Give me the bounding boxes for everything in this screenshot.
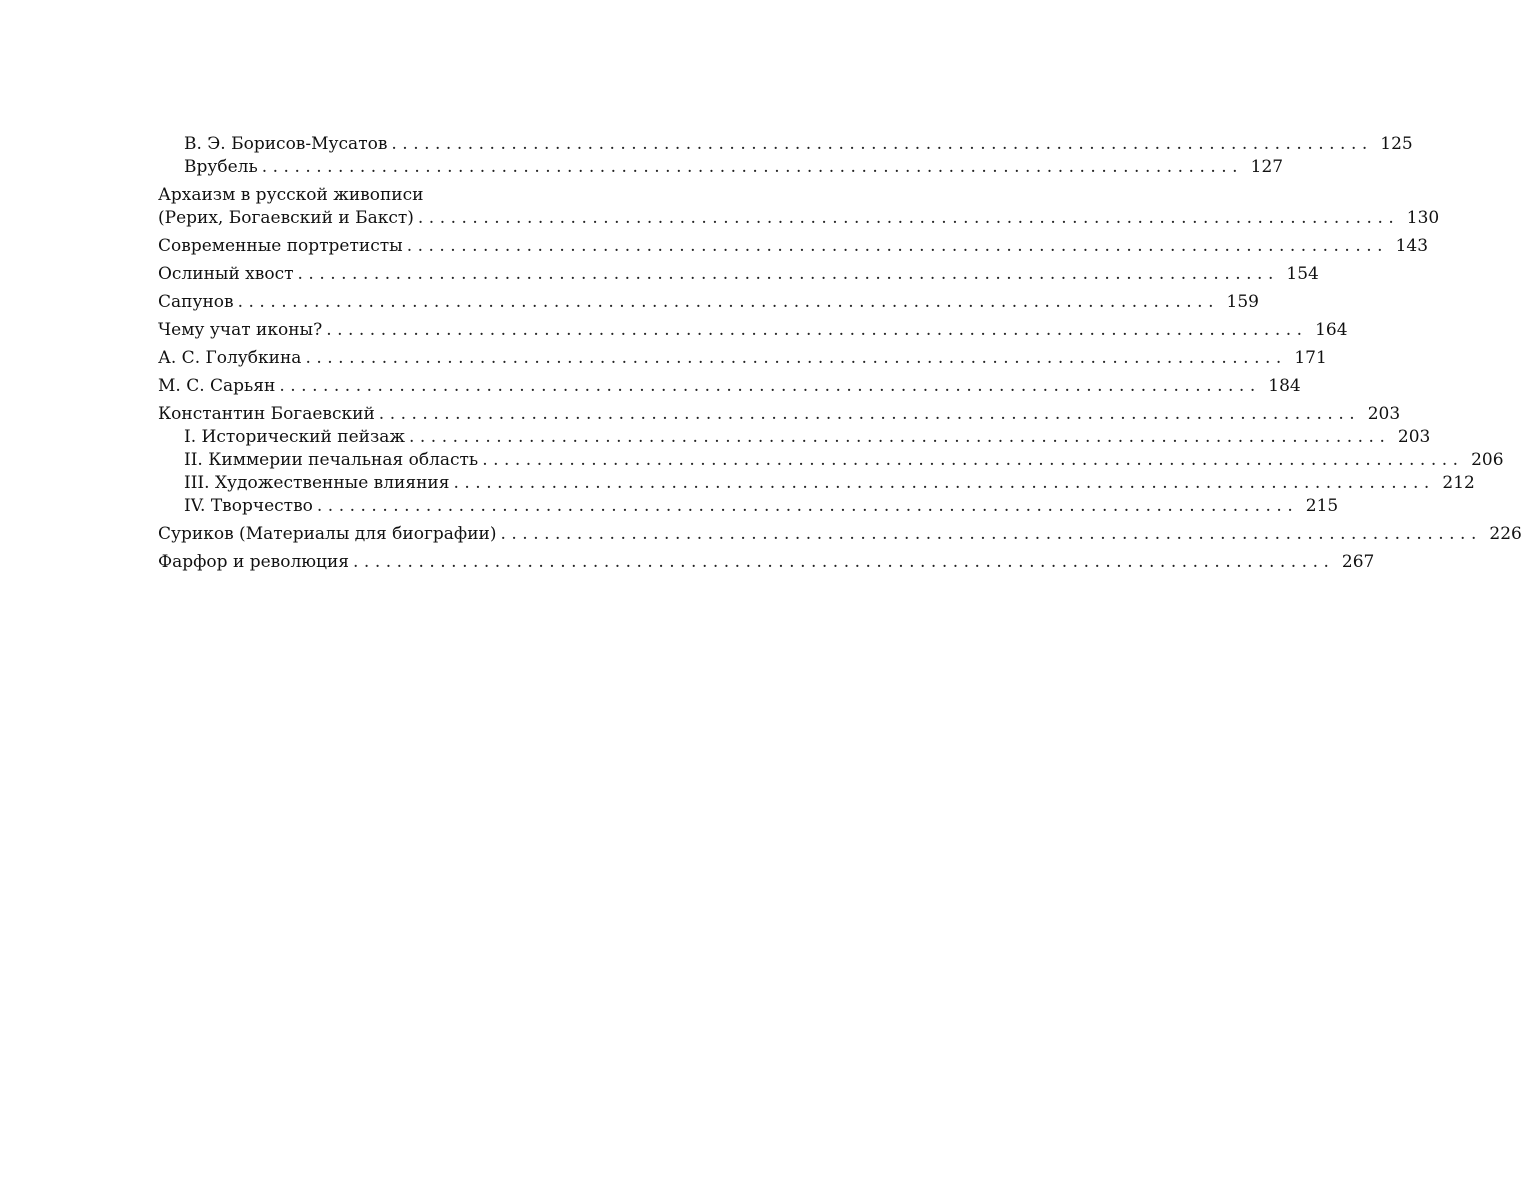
table-of-contents (158, 133, 1522, 574)
toc-entry (158, 449, 1504, 472)
toc-entry-title: IV. Творчество (184, 495, 317, 518)
toc-entry-title: Чему учат иконы? (158, 319, 326, 342)
toc-entry (158, 347, 1327, 370)
toc-entry-page: 171 (1294, 348, 1327, 368)
dot-leader: .......................................................................................... (237, 292, 1219, 312)
dot-leader: .......................................................................................... (482, 450, 1464, 470)
toc-entry-page: 203 (1397, 427, 1431, 447)
toc-entry-page: 226 (1489, 524, 1522, 544)
toc-entry (158, 319, 1348, 342)
toc-entry-page: 125 (1380, 134, 1413, 154)
toc-entry-title: М. С. Сарьян (158, 375, 279, 398)
toc-entry (158, 523, 1522, 546)
toc-entry (158, 184, 728, 207)
toc-entry (158, 156, 1284, 179)
toc-entry-title: Суриков (Материалы для биографии) (158, 523, 501, 546)
toc-entry-title: Сапунов (158, 291, 238, 314)
toc-entry-page: 212 (1442, 473, 1475, 493)
dot-leader: .......................................................................................... (316, 496, 1299, 516)
toc-entry (158, 472, 1475, 495)
toc-entry (158, 375, 1301, 398)
toc-entry (158, 495, 1339, 518)
toc-entry-title: Врубель (184, 156, 262, 179)
dot-leader: .......................................................................................... (406, 236, 1389, 256)
toc-entry-title: Современные портретисты (158, 235, 407, 258)
toc-entry-title: Константин Богаевский (158, 403, 379, 426)
toc-entry-page: 184 (1268, 376, 1301, 396)
toc-entry (158, 403, 1401, 426)
dot-leader: .......................................................................................... (378, 404, 1361, 424)
dot-leader: .......................................................................................... (261, 157, 1244, 177)
toc-entry (158, 133, 1413, 156)
toc-entry-page: 215 (1305, 496, 1339, 516)
dot-leader: .......................................................................................... (279, 376, 1261, 396)
toc-entry-title: III. Художественные влияния (184, 472, 453, 495)
toc-entry-page: 130 (1406, 208, 1440, 228)
toc-entry-title: А. С. Голубкина (158, 347, 305, 370)
toc-entry-title: (Рерих, Богаевский и Бакст) (158, 207, 418, 230)
dot-leader: .......................................................................................... (453, 473, 1435, 493)
toc-entry (158, 263, 1319, 286)
dot-leader: .......................................................................................... (417, 208, 1400, 228)
dot-leader: .......................................................................................... (391, 134, 1373, 154)
dot-leader: .......................................................................................... (326, 320, 1308, 340)
toc-entry-page: 127 (1250, 157, 1284, 177)
toc-entry-page: 164 (1315, 320, 1348, 340)
toc-entry (158, 291, 1259, 314)
toc-entry-page: 206 (1471, 450, 1504, 470)
toc-entry-page: 154 (1286, 264, 1319, 284)
toc-entry-page: 203 (1367, 404, 1401, 424)
dot-leader: .......................................................................................... (353, 552, 1335, 572)
toc-entry-title: Фарфор и революция (158, 551, 353, 574)
dot-leader: .......................................................................................... (297, 264, 1279, 284)
toc-entry-title: II. Киммерии печальная область (184, 449, 482, 472)
dot-leader: .......................................................................................... (305, 348, 1287, 368)
toc-entry-page: 159 (1226, 292, 1259, 312)
dot-leader: .......................................................................................... (500, 524, 1482, 544)
toc-entry-title: Архаизм в русской живописи (158, 184, 428, 207)
toc-entry-page: 267 (1341, 552, 1375, 572)
toc-entry (158, 426, 1431, 449)
toc-entry-title: I. Исторический пейзаж (184, 426, 409, 449)
toc-entry-page: 143 (1395, 236, 1429, 256)
toc-entry (158, 207, 1440, 230)
toc-entry (158, 551, 1375, 574)
toc-entry-title: Ослиный хвост (158, 263, 298, 286)
toc-entry (158, 235, 1429, 258)
toc-entry-title: В. Э. Борисов-Мусатов (184, 133, 391, 156)
dot-leader: .......................................................................................... (409, 427, 1391, 447)
